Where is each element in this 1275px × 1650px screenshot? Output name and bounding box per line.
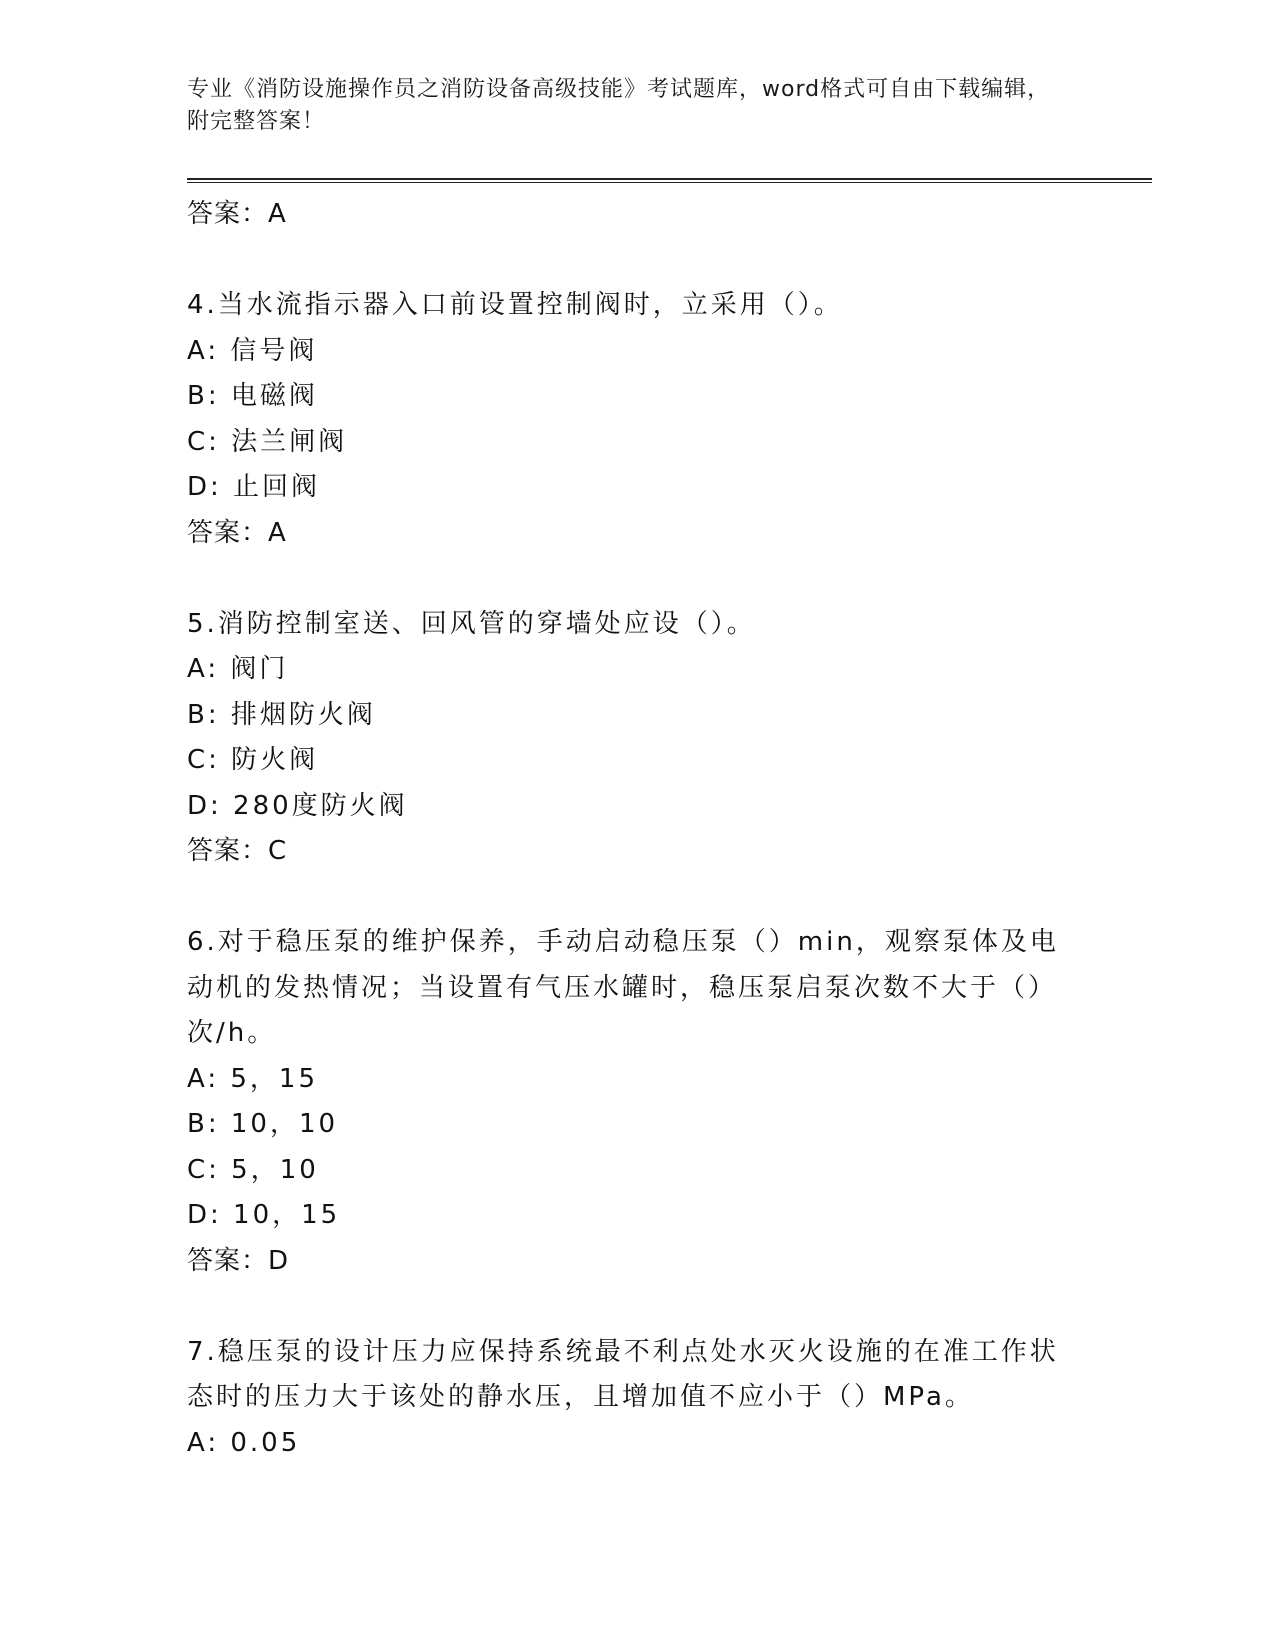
spacer — [187, 1284, 1087, 1330]
option-c: C: 法兰闸阀 — [187, 426, 348, 457]
spacer — [187, 875, 1087, 921]
spacer — [187, 238, 1087, 284]
option-a: A: 阀门 — [187, 654, 289, 684]
answer-q3: 答案：A — [187, 199, 287, 229]
option-b: B: 电磁阀 — [187, 381, 318, 411]
document-header: 专业《消防设施操作员之消防设备高级技能》考试题库，word格式可自由下载编辑，附完整答案！ — [187, 77, 1051, 134]
question-5 — [187, 602, 1087, 875]
answer-q4: 答案：A — [187, 517, 287, 548]
option-a: A: 信号阀 — [187, 335, 318, 366]
option-d: D: 10，15 — [187, 1200, 341, 1230]
option-a: A: 5，15 — [187, 1063, 318, 1094]
question-stem: 6.对于稳压泵的维护保养，手动启动稳压泵（）min，观察泵体及电动机的发热情况；当设置有气压水罐时，稳压泵启泵次数不大于（）次/h。 — [187, 927, 1059, 1048]
option-b: B: 排烟防火阀 — [187, 699, 376, 730]
header-divider-thin — [187, 182, 1152, 183]
answer-q6: 答案：D — [187, 1245, 290, 1276]
header-divider — [187, 178, 1152, 180]
question-stem: 5.消防控制室送、回风管的穿墙处应设（）。 — [187, 608, 756, 639]
answer-q5: 答案：C — [187, 836, 288, 866]
question-content — [187, 192, 1087, 1466]
question-stem: 4.当水流指示器入口前设置控制阀时，立采用（）。 — [187, 290, 843, 320]
question-6 — [187, 920, 1087, 1284]
question-stem: 7.稳压泵的设计压力应保持系统最不利点处水灭火设施的在准工作状态时的压力大于该处的静水压，且增加值不应小于（）MPa。 — [187, 1336, 1059, 1412]
option-c: C: 防火阀 — [187, 745, 319, 775]
spacer — [187, 556, 1087, 602]
option-c: C: 5，10 — [187, 1154, 319, 1185]
option-d: D: 止回阀 — [187, 472, 321, 502]
question-4 — [187, 283, 1087, 556]
option-a: A: 0.05 — [187, 1427, 301, 1458]
question-7 — [187, 1330, 1087, 1467]
option-b: B: 10，10 — [187, 1109, 339, 1139]
option-d: D: 280度防火阀 — [187, 790, 408, 821]
